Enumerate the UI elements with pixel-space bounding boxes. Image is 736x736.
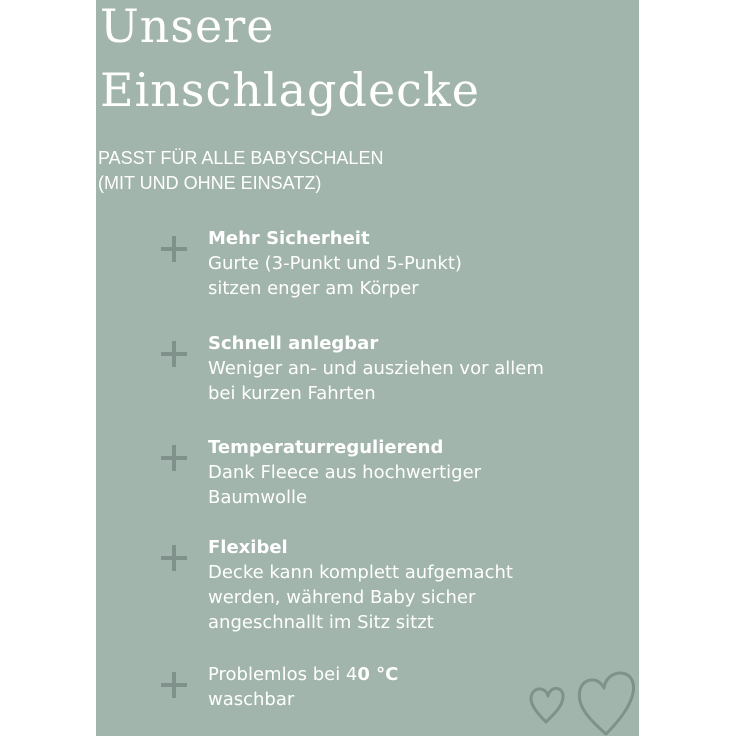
feature-heading: Schnell anlegbar [208,333,379,354]
page-title [100,0,480,122]
subtitle-line-2: (MIT UND OHNE EINSATZ) [98,173,322,193]
feature-description-line: bei kurzen Fahrten [208,383,376,404]
feature-description-line [208,662,398,687]
subtitle [98,146,383,196]
feature-heading: Flexibel [208,537,288,558]
feature-heading: Mehr Sicherheit [208,228,370,249]
washing-text: Problemlos bei 4 [208,664,358,685]
feature-description-line: Gurte (3-Punkt und 5-Punkt) [208,253,462,274]
plus-icon [161,672,187,698]
feature-description-line: werden, während Baby sicher [208,587,476,608]
feature-text [208,331,544,406]
product-info-panel [96,0,639,736]
title-line-2: Einschlagdecke [100,63,481,117]
title-line-1: Unsere [100,0,275,53]
heart-doodle-icon [526,660,639,736]
plus-icon [161,341,187,367]
plus-icon [161,445,187,471]
feature-text [208,535,513,635]
large-heart-shape [579,673,633,734]
feature-description-line: angeschnallt im Sitz sitzt [208,612,434,633]
feature-description-line: Dank Fleece aus hochwertiger [208,462,482,483]
subtitle-line-1: PASST FÜR ALLE BABYSCHALEN [98,148,384,168]
plus-icon [161,236,187,262]
feature-description-line: waschbar [208,689,295,710]
feature-description-line: sitzen enger am Körper [208,278,419,299]
feature-description-line: Decke kann komplett aufgemacht [208,562,513,583]
feature-heading: Temperaturregulierend [208,437,444,458]
feature-description-line: Baumwolle [208,487,308,508]
washing-temperature: 0 °C [357,664,399,685]
feature-description-line: Weniger an- und ausziehen vor allem [208,358,544,379]
feature-text [208,226,462,301]
feature-text [208,435,481,510]
small-heart-shape [531,688,563,722]
plus-icon [161,545,187,571]
feature-text [208,662,398,712]
